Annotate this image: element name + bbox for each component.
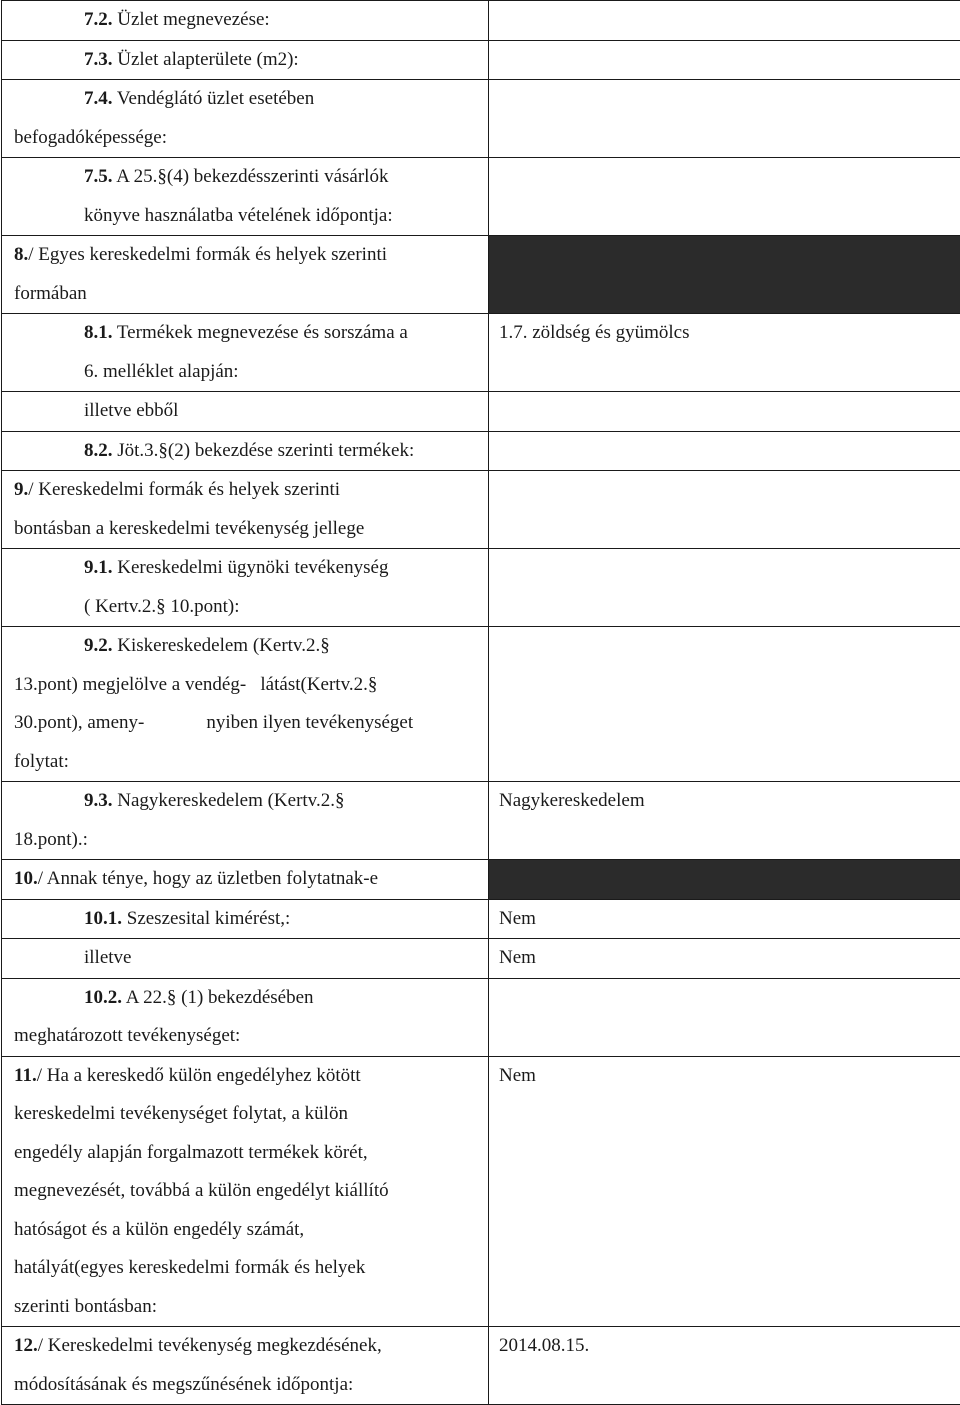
item-number: 7.2. bbox=[84, 9, 113, 30]
label-cell bbox=[2, 314, 489, 392]
row-label-continuation bbox=[2, 704, 488, 743]
value-cell bbox=[489, 1327, 960, 1405]
item-number: 11. bbox=[14, 1065, 37, 1086]
label-cell bbox=[2, 40, 489, 80]
label-cell bbox=[2, 549, 489, 627]
value-cell bbox=[489, 40, 960, 80]
row-label-continuation: 6. melléklet alapján: bbox=[2, 353, 488, 392]
row-label-continuation: hatóságot és a külön engedély számát, bbox=[2, 1211, 488, 1250]
value-cell bbox=[489, 978, 960, 1056]
label-cell bbox=[2, 471, 489, 549]
table-row bbox=[2, 392, 960, 432]
item-text: / Kereskedelmi tevékenység megkezdésének, bbox=[38, 1335, 382, 1356]
value-cell bbox=[489, 899, 960, 939]
label-cell bbox=[2, 1327, 489, 1405]
value-cell bbox=[489, 939, 960, 979]
table-row bbox=[2, 939, 960, 979]
shaded-cell bbox=[489, 860, 960, 900]
table-row bbox=[2, 158, 960, 236]
item-text: / Kereskedelmi formák és helyek szerinti bbox=[28, 479, 340, 500]
item-text: / Ha a kereskedő külön engedélyhez kötött bbox=[37, 1065, 361, 1086]
label-cell bbox=[2, 1056, 489, 1327]
row-label-continuation: 13.pont) megjelölve a vendég- látást(Kertv.2.§ bbox=[2, 666, 488, 705]
item-text: A 22.§ (1) bekezdésében bbox=[122, 987, 314, 1008]
row-label bbox=[2, 627, 488, 666]
label-cell bbox=[2, 939, 489, 979]
item-text: / Egyes kereskedelmi formák és helyek szerinti bbox=[28, 244, 387, 265]
row-label-continuation: könyve használatba vételének időpontja: bbox=[2, 197, 488, 236]
value-cell bbox=[489, 782, 960, 860]
item-number: 9. bbox=[14, 479, 28, 500]
item-text: Jöt.3.§(2) bekezdése szerinti termékek: bbox=[113, 440, 415, 461]
label-cell bbox=[2, 236, 489, 314]
item-text: Üzlet megnevezése: bbox=[113, 9, 270, 30]
row-label bbox=[2, 314, 488, 353]
table-row bbox=[2, 860, 960, 900]
row-label bbox=[2, 236, 488, 275]
table-row bbox=[2, 314, 960, 392]
row-label bbox=[2, 158, 488, 197]
value-cell bbox=[489, 549, 960, 627]
table-row bbox=[2, 471, 960, 549]
form-table bbox=[1, 0, 960, 1405]
row-label bbox=[2, 1, 488, 40]
row-label-continuation: szerinti bontásban: bbox=[2, 1288, 488, 1327]
label-cell bbox=[2, 978, 489, 1056]
value-cell bbox=[489, 471, 960, 549]
value-cell bbox=[489, 80, 960, 158]
row-label-continuation: formában bbox=[2, 275, 488, 314]
item-number: 10. bbox=[14, 868, 38, 889]
table-row bbox=[2, 1327, 960, 1405]
row-label-continuation: 18.pont).: bbox=[2, 821, 488, 860]
row-label: illetve bbox=[2, 939, 488, 978]
label-cell bbox=[2, 627, 489, 782]
field-value: 2014.08.15. bbox=[489, 1327, 960, 1366]
value-cell bbox=[489, 314, 960, 392]
item-number: 12. bbox=[14, 1335, 38, 1356]
row-label bbox=[2, 900, 488, 939]
value-cell bbox=[489, 158, 960, 236]
field-value: Nem bbox=[489, 1057, 960, 1096]
row-label-continuation: meghatározott tevékenységet: bbox=[2, 1017, 488, 1056]
table-row bbox=[2, 1056, 960, 1327]
row-label bbox=[2, 860, 488, 899]
row-label bbox=[2, 1327, 488, 1366]
value-cell bbox=[489, 392, 960, 432]
item-text: Termékek megnevezése és sorszáma a bbox=[113, 322, 408, 343]
text-fragment: 30.pont), ameny- bbox=[14, 712, 144, 733]
row-label-continuation: engedély alapján forgalmazott termékek körét, bbox=[2, 1134, 488, 1173]
item-number: 7.5. bbox=[84, 166, 113, 187]
row-label bbox=[2, 41, 488, 80]
row-label: illetve ebből bbox=[2, 392, 488, 431]
table-row bbox=[2, 978, 960, 1056]
item-number: 10.1. bbox=[84, 908, 122, 929]
item-text: Vendéglátó üzlet esetében bbox=[113, 88, 315, 109]
label-cell bbox=[2, 782, 489, 860]
row-label bbox=[2, 1057, 488, 1096]
item-text: Üzlet alapterülete (m2): bbox=[113, 49, 299, 70]
table-row bbox=[2, 549, 960, 627]
item-text: Kereskedelmi ügynöki tevékenység bbox=[113, 557, 389, 578]
value-cell bbox=[489, 431, 960, 471]
item-number: 8.1. bbox=[84, 322, 113, 343]
table-row bbox=[2, 1, 960, 41]
item-text: / Annak ténye, hogy az üzletben folytatnak-e bbox=[38, 868, 378, 889]
row-label-continuation: folytat: bbox=[2, 743, 488, 782]
item-text: Szeszesital kimérést,: bbox=[122, 908, 290, 929]
row-label-continuation: megnevezését, továbbá a külön engedélyt kiállító bbox=[2, 1172, 488, 1211]
row-label bbox=[2, 432, 488, 471]
field-value: Nagykereskedelem bbox=[489, 782, 960, 821]
row-label-continuation: bontásban a kereskedelmi tevékenység jellege bbox=[2, 510, 488, 549]
table-row bbox=[2, 236, 960, 314]
row-label-continuation: módosításának és megszűnésének időpontja: bbox=[2, 1366, 488, 1405]
field-value: Nem bbox=[489, 939, 960, 978]
row-label bbox=[2, 782, 488, 821]
value-cell bbox=[489, 1056, 960, 1327]
row-label-continuation: hatályát(egyes kereskedelmi formák és helyek bbox=[2, 1249, 488, 1288]
label-cell bbox=[2, 1, 489, 41]
field-value: Nem bbox=[489, 900, 960, 939]
value-cell bbox=[489, 1, 960, 41]
table-row bbox=[2, 899, 960, 939]
value-cell bbox=[489, 627, 960, 782]
label-cell bbox=[2, 392, 489, 432]
item-number: 9.1. bbox=[84, 557, 113, 578]
item-number: 10.2. bbox=[84, 987, 122, 1008]
item-text: A 25.§(4) bekezdésszerinti vásárlók bbox=[113, 166, 389, 187]
row-label bbox=[2, 549, 488, 588]
item-number: 7.3. bbox=[84, 49, 113, 70]
item-number: 8. bbox=[14, 244, 28, 265]
label-cell bbox=[2, 860, 489, 900]
table-row bbox=[2, 782, 960, 860]
row-label bbox=[2, 979, 488, 1018]
table-row bbox=[2, 40, 960, 80]
row-label-continuation: befogadóképessége: bbox=[2, 119, 488, 158]
table-row bbox=[2, 80, 960, 158]
item-number: 8.2. bbox=[84, 440, 113, 461]
label-cell bbox=[2, 158, 489, 236]
row-label-continuation: kereskedelmi tevékenységet folytat, a külön bbox=[2, 1095, 488, 1134]
shaded-cell bbox=[489, 236, 960, 314]
row-label bbox=[2, 471, 488, 510]
text-fragment: nyiben ilyen tevékenységet bbox=[206, 712, 413, 733]
item-number: 9.3. bbox=[84, 790, 113, 811]
label-cell bbox=[2, 899, 489, 939]
label-cell bbox=[2, 80, 489, 158]
row-label-continuation: ( Kertv.2.§ 10.pont): bbox=[2, 588, 488, 627]
table-row bbox=[2, 431, 960, 471]
field-value: 1.7. zöldség és gyümölcs bbox=[489, 314, 960, 353]
label-cell bbox=[2, 431, 489, 471]
item-number: 9.2. bbox=[84, 635, 113, 656]
table-row bbox=[2, 627, 960, 782]
item-number: 7.4. bbox=[84, 88, 113, 109]
item-text: Nagykereskedelem (Kertv.2.§ bbox=[113, 790, 345, 811]
row-label bbox=[2, 80, 488, 119]
item-text: Kiskereskedelem (Kertv.2.§ bbox=[113, 635, 330, 656]
